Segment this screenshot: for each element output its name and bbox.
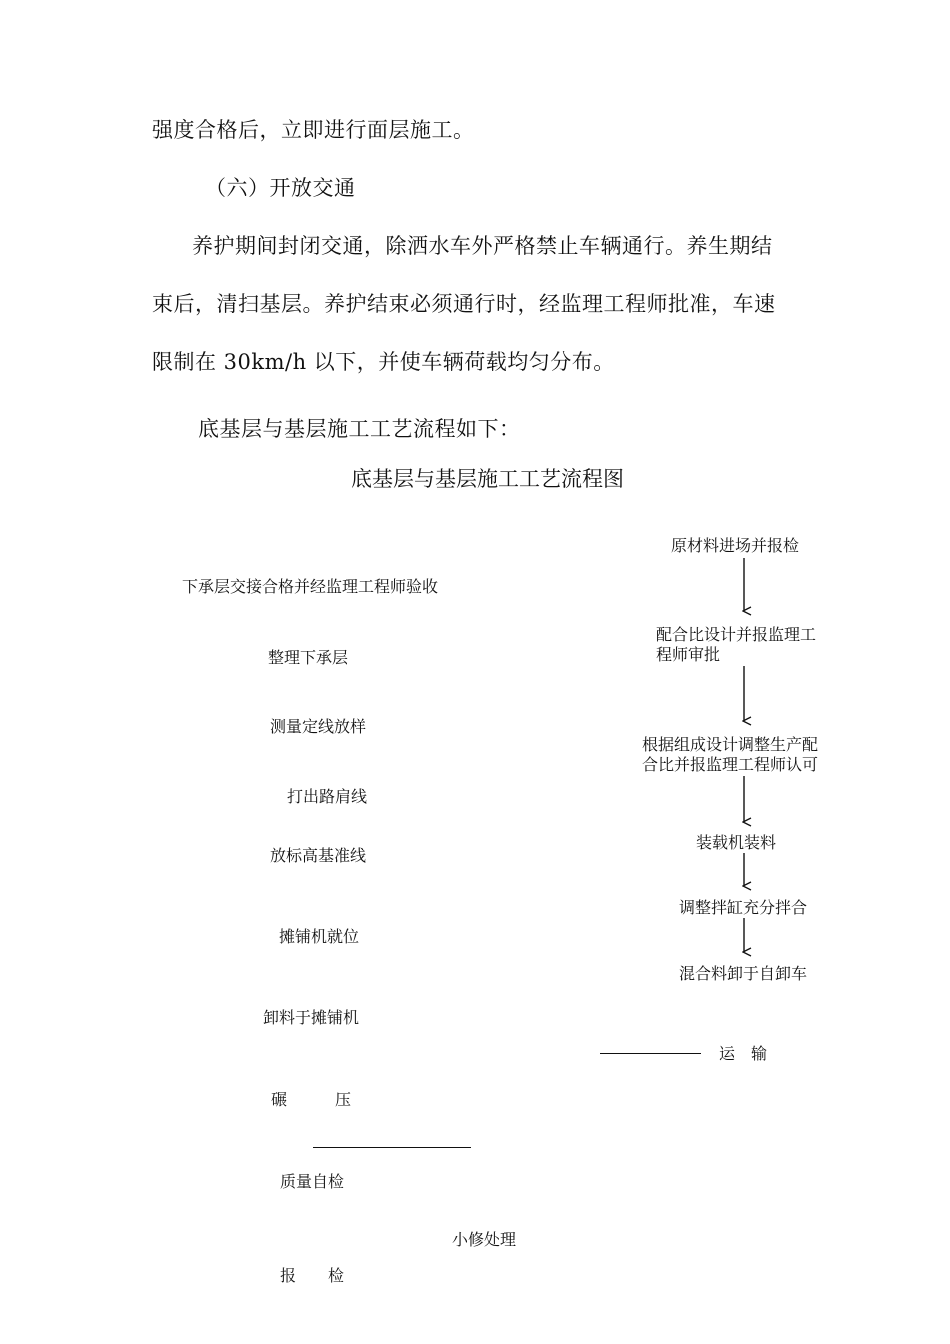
left-step-datum-line: 放标高基准线: [270, 846, 367, 865]
left-step-paver-position: 摊铺机就位: [279, 927, 360, 946]
right-step-adjust-2: 合比并报监理工程师认可: [642, 755, 819, 774]
right-step-dump-truck: 混合料卸于自卸车: [679, 964, 808, 983]
section-heading: （六）开放交通: [205, 176, 356, 200]
right-step-mixing: 调整拌缸充分拌合: [679, 898, 808, 917]
right-step-loader: 装载机装料: [696, 833, 777, 852]
left-step-report: 报 检: [280, 1266, 345, 1285]
repair-label: 小修处理: [452, 1230, 517, 1249]
right-step-adjust-1: 根据组成设计调整生产配: [642, 735, 819, 754]
paragraph-line-3: 束后，清扫基层。养护结束必须通行时，经监理工程师批准，车速: [152, 292, 776, 316]
left-step-prepare-base: 整理下承层: [268, 648, 349, 667]
left-step-acceptance: 下承层交接合格并经监理工程师验收: [182, 577, 439, 596]
flowchart-intro: 底基层与基层施工工艺流程如下：: [198, 417, 521, 441]
paragraph-line-2: 养护期间封闭交通，除洒水车外严格禁止车辆通行。养生期结: [192, 234, 773, 258]
transport-label: 运 输: [719, 1044, 768, 1063]
paragraph-line-4: 限制在 30km/h 以下，并使车辆荷载均匀分布。: [152, 350, 615, 374]
left-step-shoulder-line: 打出路肩线: [287, 787, 368, 806]
flowchart-title: 底基层与基层施工工艺流程图: [351, 467, 624, 491]
right-step-mix-design-1: 配合比设计并报监理工: [656, 625, 817, 644]
left-step-unload: 卸料于摊铺机: [263, 1008, 360, 1027]
right-step-materials: 原材料进场并报检: [671, 536, 800, 555]
paragraph-line-1: 强度合格后，立即进行面层施工。: [152, 118, 475, 142]
left-step-survey: 测量定线放样: [270, 717, 367, 736]
left-step-compaction: 碾 压: [271, 1090, 352, 1109]
left-step-self-inspection: 质量自检: [280, 1172, 345, 1191]
right-step-mix-design-2: 程师审批: [656, 645, 721, 664]
